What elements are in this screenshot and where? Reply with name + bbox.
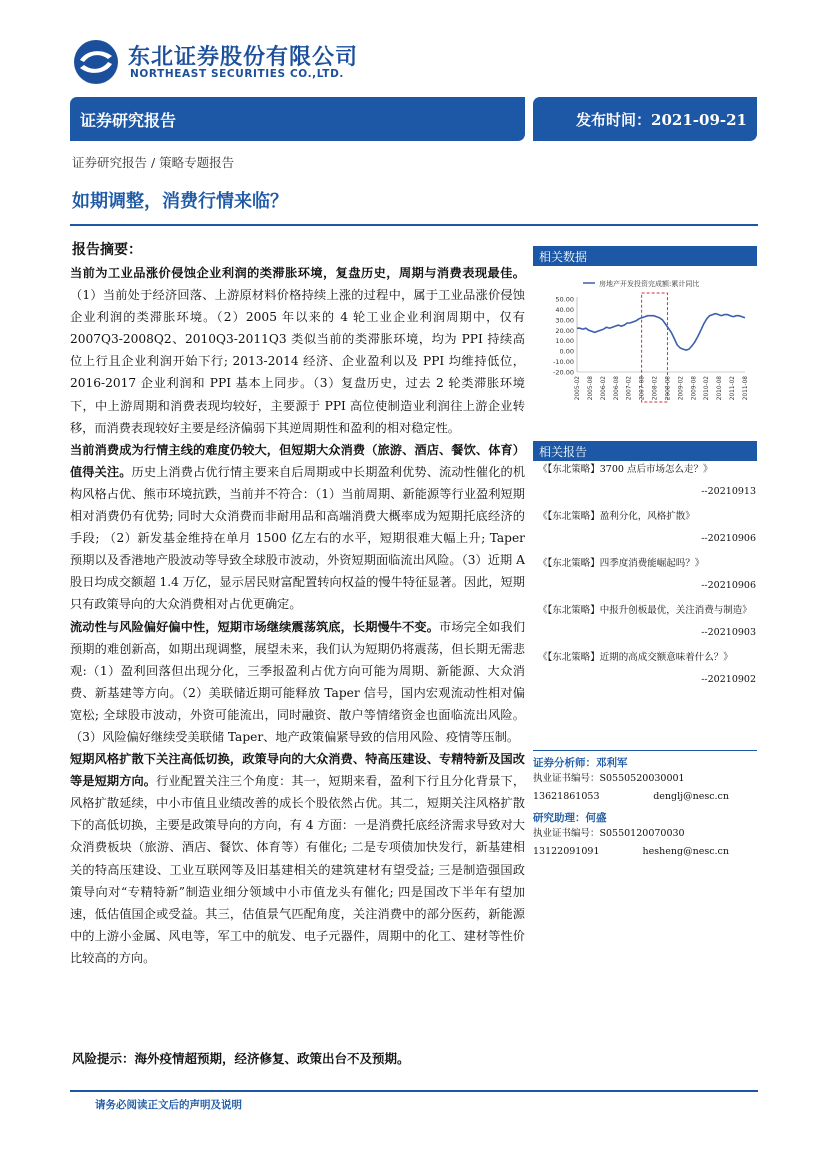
analyst-email[interactable]: hesheng@nesc.cn [642,846,729,857]
x-tick-label: 2010-08 [717,376,724,401]
related-reports-list [538,462,756,697]
x-tick-label: 2007-08 [639,376,646,401]
paragraph-text: 行业配置关注三个角度：其一，短期来看，盈利下行且分化背景下，风格扩散延续，中小市值且业绩改善的成长个股依然占优。其二，短期关注风格扩散下的高低切换，主要是政策导向的方向，有 4 方面：一是消费托底经济需求导致对大众消费板块（旅游、酒店、餐饮、体育等）有催化; 二是专项债加快发行，新基建相关的特高压建设、工业互联网等及旧基建相关的建筑建材有望受益; 三是制造强国政策导向对“专精特新”制造业细分领域中小市值龙头有催化; 四是国改下半年有望加速，低估值国企或受益。其三，估值景气匹配角度，关注消费中的部分医药，新能源中的上游小金属、风电等，军工中的航发、电子元器件，周期中的化工、建材等性价比较高的方向。 [70,774,526,965]
publish-time: 发布时间：2021-09-21 [576,110,747,129]
paragraph-text: 市场完全如我们预期的难创新高，如期出现调整，展望未来，我们认为短期仍将震荡，但长期无需悲观:（1）盈利回落但出现分化，三季报盈利占优方向可能为周期、新能源、大众消费、新基建等方向。（2）美联储近期可能释放 Taper 信号，国内宏观流动性相对偏宽松; 全球股市波动，外资可能流出，同时融资、散户等情绪资金也面临流出风险。（3）风险偏好继续受美联储 Taper、地产政策偏紧导致的信用风险、疫情等压制。 [70,619,526,744]
paragraph-lead: 短期风格扩散下关注高低切换，政策导向的大众消费、特高压建设、专精特新及国改等是短期方向。 [70,752,525,789]
company-name-en: NORTHEAST SECURITIES CO.,LTD. [130,68,344,80]
related-reports-header [533,441,757,461]
summary-paragraph [70,439,525,616]
y-tick-label: -10.00 [553,358,574,367]
analyst-info [533,750,757,861]
paragraph-text: 历史上消费占优行情主要来自后周期或中长期盈利优势、流动性催化的机构风格占优、熊市环境抗跌，当前并不符合：（1）当前周期、新能源等行业盈利短期相对消费仍有优势; 同时大众消费而非耐用品和高端消费大概率成为短期托底经济的手段; （2）新发基金维持在单月 1500 亿左右的水平，短期很难大幅上升; Taper 预期以及香港地产股波动等导致全球股市波动，外资短期面临流出风险。（3）近期 A 股日均成交额超 1.4 万亿，显示居民财富配置转向权益的慢牛特征显著。因此，短期只有政策导向的大众消费相对占优更确定。 [70,464,526,612]
summary-paragraph [70,748,525,969]
y-tick-label: 0.00 [559,347,574,356]
report-item[interactable] [538,650,756,697]
related-reports-title: 相关报告 [539,444,588,459]
report-title[interactable]: 《【东北策略】四季度消费能崛起吗？》 [538,558,705,569]
analyst-email[interactable]: denglj@nesc.cn [653,791,729,802]
y-tick-label: -20.00 [553,368,574,377]
summary-paragraph [70,262,525,439]
paragraph-lead: 当前为工业品涨价侵蚀企业利润的类滞胀环境，复盘历史，周期与消费表现最佳。 [70,266,525,280]
y-tick-label: 10.00 [555,337,574,346]
analyst-cert: 执业证书编号：S0550520030001 [533,773,685,784]
company-logo [72,38,372,88]
analyst-phone: 13122091091 [533,846,600,857]
risk-label: 风险提示： [72,1051,135,1066]
series-line [577,314,745,351]
y-tick-label: 30.00 [555,316,574,325]
x-tick-label: 2009-08 [691,376,698,401]
x-tick-label: 2005-08 [587,376,594,401]
y-tick-label: 20.00 [555,326,574,335]
report-title[interactable]: 《【东北策略】盈利分化，风格扩散》 [538,511,695,522]
report-type-banner [70,97,525,141]
summary-paragraph [70,616,525,749]
analyst-contact [533,788,757,806]
report-date: --20210903 [701,627,756,638]
report-type: 证券研究报告 [80,110,177,130]
analyst-cert: 执业证书编号：S0550120070030 [533,828,685,839]
page-title: 如期调整，消费行情来临？ [72,191,288,212]
report-title[interactable]: 《【东北策略】近期的高成交额意味着什么？》 [538,652,733,663]
report-date: --20210902 [701,674,756,685]
x-tick-label: 2007-02 [626,376,633,401]
paragraph-text: （1）当前处于经济回落、上游原材料价格持续上涨的过程中，属于工业品涨价侵蚀企业利润的类滞胀环境。（2）2005 年以来的 4 轮工业企业利润周期中，仅有 2007Q3-2008Q2、2010Q3-2011Q3 类似当前的类滞胀环境，均为 PPI 持续高位上行且企业利润开始下行; 2013-2014 经济、企业盈利以及 PPI 均维持低位，2016-2017 企业利润和 PPI 基本上同步。（3）复盘历史，过去 2 轮类滞胀环境下，中上游周期和消费表现均较好，主要源于 PPI 高位使制造业利润往上游企业转移，而消费表现较好主要是经济偏弱下其逆周期性和盈利的相对稳定性。 [70,288,525,435]
analyst-phone: 13621861053 [533,791,600,802]
report-date: --20210906 [701,533,756,544]
report-title[interactable]: 《【东北策略】中报升创板最优，关注消费与制造》 [538,605,752,616]
company-logo-icon [72,38,120,86]
x-tick-label: 2010-02 [704,376,711,401]
related-data-chart [533,267,757,415]
summary-body [70,262,525,969]
risk-text: 海外疫情超预期，经济修复、政策出台不及预期。 [134,1051,410,1066]
report-date: --20210906 [701,580,756,591]
x-tick-label: 2011-08 [743,376,749,401]
x-tick-label: 2005-02 [575,376,581,401]
title-divider [70,224,758,226]
report-item[interactable] [538,462,756,509]
company-name-cn: 东北证券股份有限公司 [128,45,359,70]
report-item[interactable] [538,556,756,603]
report-title[interactable]: 《【东北策略】3700 点后市场怎么走？》 [538,464,713,475]
report-item[interactable] [538,509,756,556]
x-tick-label: 2008-08 [665,376,672,401]
y-tick-label: 40.00 [555,305,574,314]
chart-svg [533,267,757,415]
related-data-header [533,246,757,266]
y-tick-label: 50.00 [555,295,574,304]
chart-legend [583,279,699,288]
report-item[interactable] [538,603,756,650]
analyst-contact [533,843,757,861]
analyst-role: 证券分析师：邓利军 [533,757,628,769]
summary-heading: 报告摘要： [72,242,142,258]
paragraph-lead: 流动性与风险偏好偏中性，短期市场继续震荡筑底，长期慢牛不变。 [70,619,440,634]
x-tick-label: 2008-02 [652,376,659,401]
related-data-title: 相关数据 [539,249,588,264]
x-tick-label: 2009-02 [678,376,685,401]
legend-label: 房地产开发投资完成额:累计同比 [599,280,700,288]
breadcrumb: 证券研究报告 / 策略专题报告 [72,155,235,170]
x-tick-label: 2011-02 [730,376,737,401]
analyst-role: 研究助理：何盛 [533,812,607,824]
paragraph-lead: 当前消费成为行情主线的难度仍较大，但短期大众消费（旅游、酒店、餐饮、体育）值得关注。 [70,442,525,479]
x-tick-label: 2006-08 [613,376,620,401]
footer-disclaimer: 请务必阅读正文后的声明及说明 [95,1099,242,1111]
footer-divider [70,1090,758,1092]
risk-warning [72,1049,410,1067]
x-tick-label: 2006-02 [600,376,607,401]
report-date: --20210913 [701,486,756,497]
publish-time-banner [533,97,757,141]
